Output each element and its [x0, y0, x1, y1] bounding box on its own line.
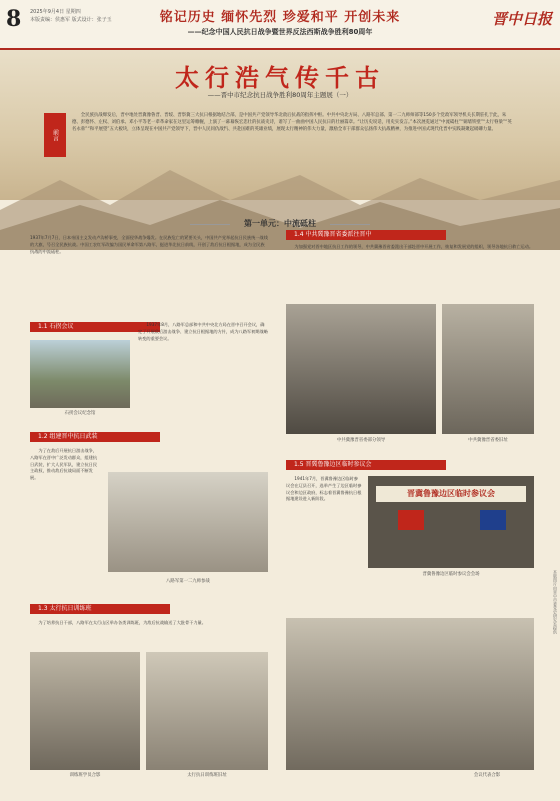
hero-section — [0, 50, 560, 200]
section-1-3-title: 1.3 太行抗日训练班 — [30, 604, 170, 614]
section-1-4-body: 为加强党对晋中地区抗日工作的领导，中共冀豫晋省委派出干部赴晋中开展工作，恢复和发展党的组织，领导各地抗日救亡运动。 — [294, 244, 534, 249]
flag-left — [398, 510, 424, 530]
flag-right — [480, 510, 506, 530]
date-line: 2025年9月4日 — [30, 9, 65, 15]
section-1-4-caption-1: 中共冀豫晋省委部分领导 — [336, 438, 386, 443]
section-1-5-caption-2: 会议代表合影 — [473, 773, 501, 778]
editor-line: 本版责编：侯惠军 — [30, 17, 71, 23]
section-1-5-photo-2 — [286, 618, 534, 770]
newspaper-logo: 晋中日报 — [491, 10, 552, 28]
masthead — [0, 0, 560, 50]
slogan: 铭记历史 缅怀先烈 珍爱和平 开创未来 — [159, 10, 401, 25]
section-1-3-photo-2 — [146, 652, 268, 770]
page-number: 8 — [6, 6, 22, 32]
unit-title: 第一单元：中流砥柱 — [200, 218, 360, 230]
sub-slogan: ——纪念中国人民抗日战争暨世界反法西斯战争胜利80周年 — [187, 28, 373, 36]
section-1-5-title: 1.5 晋冀鲁豫边区临时参议会 — [286, 460, 446, 470]
intro-text: 全民族抗战爆发后，晋中地处晋冀豫鲁晋、晋绥、晋察冀三大抗日根据地结合部，是中国共产党领导华北敌后抗战的指挥中枢。中共中央北方局、八路军总部、第一二九师师部等150多个党政军领导机关长期驻扎于此，朱德、彭德怀、左权、刘伯承、邓小平等老一辈革命家在这里运筹帷幄，上演了一幕幕恢宏悲壮的抗战史诗，谱写了一曲曲中国人民抗日的壮丽篇章。“让历史说话，用史实发言。”本次展览通过“中流砥柱”“铜墙铁壁”“太行脊梁”“英名永垂”“和平展望”五大板块，立体呈现在中国共产党领导下，晋中人民同仇敌忾、共赴国难的英雄业绩，展现太行精神的伟大力量，激励全市干部群众弘扬伟大抗战精神，为推进中国式现代化晋中实践凝聚起磅礴力量。 — [72, 113, 512, 133]
shiguai-memorial-photo — [30, 340, 130, 408]
weekday: 星期四 — [65, 9, 81, 15]
page-title: 太行浩气传千古 — [175, 63, 385, 92]
section-1-2-photo — [108, 472, 268, 572]
section-1-2-title: 1.2 组建晋中抗日武装 — [30, 432, 160, 442]
section-1-4-photo-2 — [442, 304, 534, 434]
assembly-banner: 晋冀鲁豫边区临时参议会 — [376, 486, 526, 502]
section-1-1-title: 1.1 石拐会议 — [30, 322, 160, 332]
section-1-3-caption-2: 太行抗日训练班旧址 — [187, 773, 227, 778]
section-1-4-photo-1 — [286, 304, 436, 434]
section-1-4-caption-2: 中共冀豫晋省委旧址 — [468, 438, 508, 443]
page-subtitle: ——晋中市纪念抗日战争胜利80周年主题展（一） — [207, 91, 353, 99]
section-1-3-body: 为了培养抗日干部，八路军在太行山区举办各类训练班，为敌后抗战输送了大批骨干力量。 — [38, 620, 206, 625]
section-1-2-caption: 八路军第一二九师参战 — [166, 579, 210, 584]
section-1-3-photo-1 — [30, 652, 140, 770]
edition-meta — [30, 8, 112, 24]
unit-intro: 1937年7月7日，日本帝国主义发动卢沟桥事变，全面侵华战争爆发。在民族危亡的紧要关头，中国共产党举起抗日民族统一战线的大旗，号召全民族抗战。中国工农红军改编为国民革命军第八路军，挺进华北抗日前线，开创了敌后抗日根据地，成为全民族抗战的中流砥柱。 — [30, 235, 268, 254]
section-1-5-body: 1941年7月，晋冀鲁豫边区临时参议会在辽县召开，选举产生了边区临时参议会和边区政府，标志着晋冀鲁豫抗日根据地建设进入新阶段。 — [286, 476, 362, 502]
section-1-1-body: 1937年8月，八路军总部和中共中央北方局在晋中召开会议，确定了开展敌后游击战争、建立抗日根据地的方针，成为八路军初期战略转变的重要会议。 — [138, 322, 268, 341]
section-1-5-photo-1 — [368, 476, 534, 568]
designer-line: 版式设计：张子玉 — [71, 17, 112, 23]
side-note: 本版图片由晋中市委党史研究室提供 — [553, 570, 558, 634]
section-1-4-title: 1.4 中共冀豫晋省委派往晋中 — [286, 230, 446, 240]
section-1-2-body: 为了在敌后开展抗日游击战争，八路军在晋中广泛发动群众，组建抗日武装，扩大人民军队，建立抗日民主政权，推动敌后抗战局面不断发展。 — [30, 448, 98, 481]
section-1-3-caption-1: 训练班学员合影 — [69, 773, 101, 778]
section-1-1-caption: 石拐会议纪念馆 — [64, 411, 96, 416]
section-1-5-caption-1: 晋冀鲁豫边区临时参议会会场 — [422, 572, 480, 577]
intro-tag: 前言 — [44, 113, 66, 157]
